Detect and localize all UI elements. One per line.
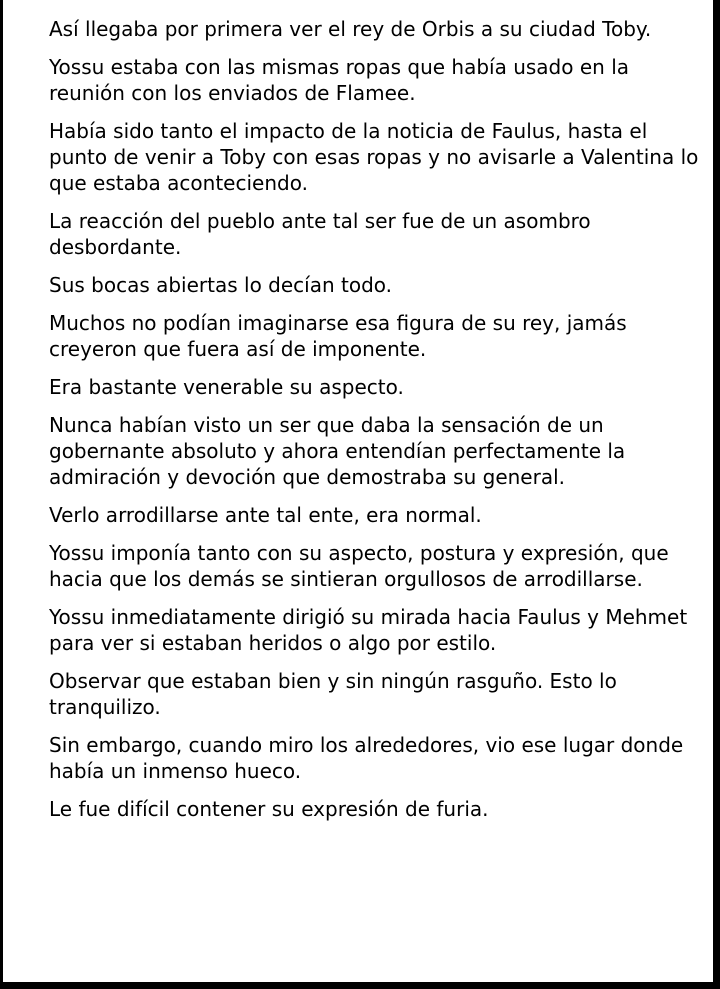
paragraph-14: Le fue difícil contener su expresión de furia. xyxy=(49,797,489,821)
paragraph-12: Observar que estaban bien y sin ningún rasguño. Esto lo tranquilizo. xyxy=(49,669,617,719)
paragraph-6: Muchos no podían imaginarse esa figura de su rey, jamás creyeron que fuera así de imponente. xyxy=(49,311,627,361)
page-shadow-bottom xyxy=(0,982,720,989)
paragraph-1: Así llegaba por primera ver el rey de Orbis a su ciudad Toby. xyxy=(49,17,652,41)
document-body xyxy=(49,16,699,834)
paragraph-8: Nunca habían visto un ser que daba la sensación de un gobernante absoluto y ahora entendían perfectamente la admiración y devoción que demostraba su general. xyxy=(49,413,626,489)
paragraph-9: Verlo arrodillarse ante tal ente, era normal. xyxy=(49,503,482,527)
paragraph-4: La reacción del pueblo ante tal ser fue de un asombro desbordante. xyxy=(49,209,591,259)
paragraph-5: Sus bocas abiertas lo decían todo. xyxy=(49,273,393,297)
paragraph-3: Había sido tanto el impacto de la noticia de Faulus, hasta el punto de venir a Toby con esas ropas y no avisarle a Valentina lo que estaba aconteciendo. xyxy=(49,119,699,195)
paragraph-2: Yossu estaba con las mismas ropas que había usado en la reunión con los enviados de Flamee. xyxy=(49,55,629,105)
paragraph-10: Yossu imponía tanto con su aspecto, postura y expresión, que hacia que los demás se sintieran orgullosos de arrodillarse. xyxy=(49,541,669,591)
paragraph-11: Yossu inmediatamente dirigió su mirada hacia Faulus y Mehmet para ver si estaban heridos o algo por estilo. xyxy=(49,605,688,655)
paragraph-7: Era bastante venerable su aspecto. xyxy=(49,375,404,399)
page-shadow-right xyxy=(713,0,720,989)
paragraph-13: Sin embargo, cuando miro los alrededores, vio ese lugar donde había un inmenso hueco. xyxy=(49,733,684,783)
